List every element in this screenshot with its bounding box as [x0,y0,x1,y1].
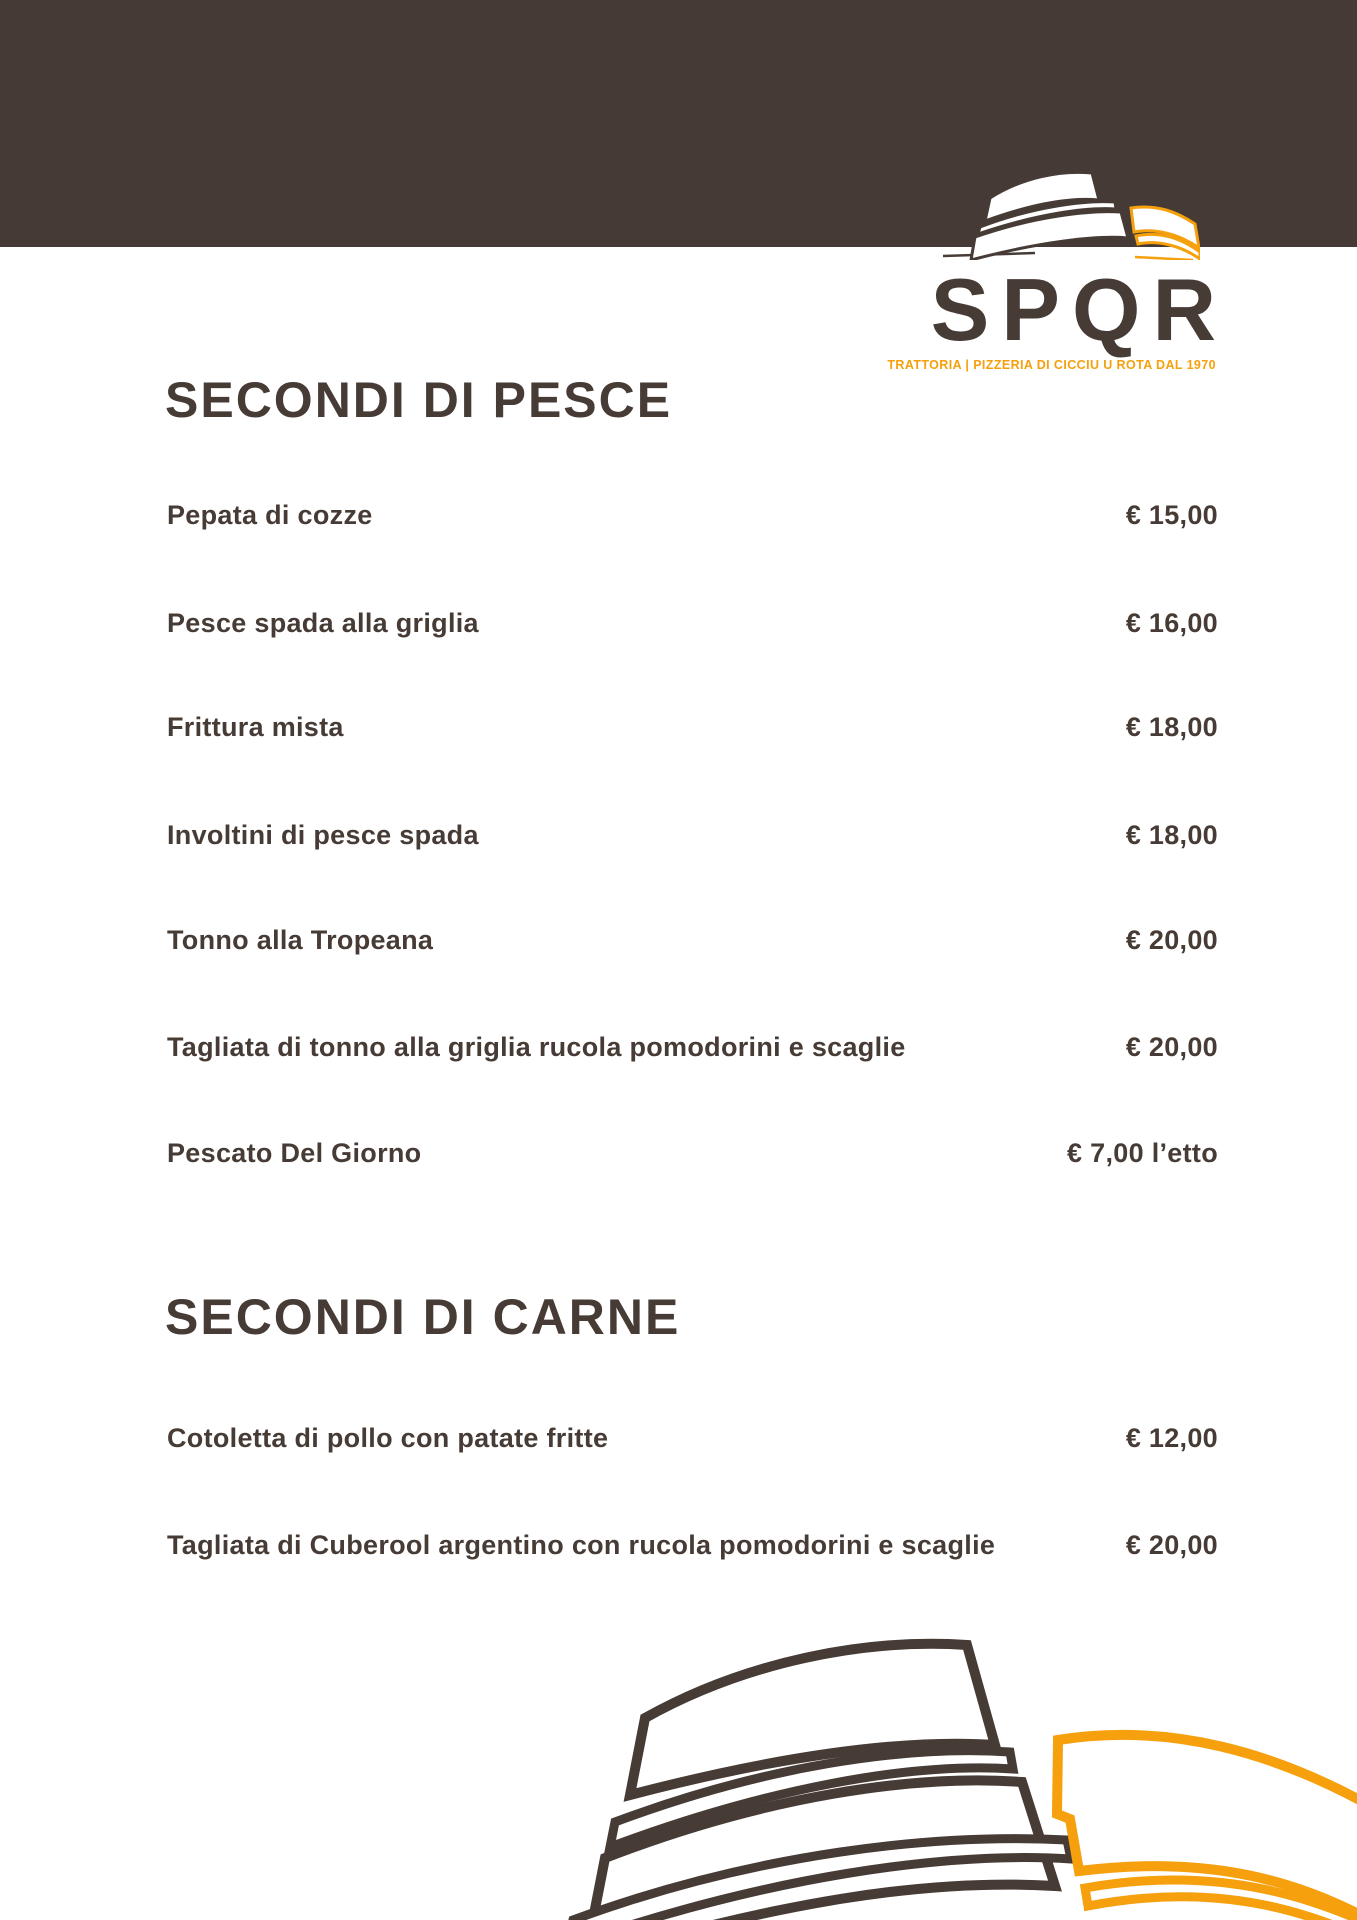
menu-item-row [167,710,1218,744]
menu-item-row [167,1136,1218,1170]
dish-name: Pescato Del Giorno [167,1138,422,1168]
menu-item-row [167,498,1218,532]
dish-price: € 20,00 [1125,1530,1218,1560]
menu-item-row [167,923,1218,957]
menu-item-row [167,1421,1218,1455]
menu-item-row [167,818,1218,852]
dish-name: Pepata di cozze [167,500,373,530]
dish-name: Cotoletta di pollo con patate fritte [167,1423,609,1453]
dish-name: Tagliata di tonno alla griglia rucola pomodorini e scaglie [167,1032,906,1062]
colosseum-icon-large [455,1628,1357,1920]
dish-price: € 15,00 [1125,500,1218,530]
dish-price: € 12,00 [1125,1423,1218,1453]
brand-name: SPQR [930,260,1228,359]
section-title-pesce: SECONDI DI PESCE [165,372,673,428]
dish-name: Involtini di pesce spada [167,820,479,850]
dish-name: Tonno alla Tropeana [167,925,434,955]
brand-logo [876,168,1228,372]
dish-price: € 18,00 [1125,712,1218,742]
menu-item-row [167,1528,1218,1562]
dish-price: € 7,00 l’etto [1067,1138,1218,1168]
dish-name: Tagliata di Cuberool argentino con rucola pomodorini e scaglie [167,1530,996,1560]
menu-item-row [167,1030,1218,1064]
dish-name: Frittura mista [167,712,344,742]
colosseum-icon [935,168,1200,260]
dish-price: € 20,00 [1125,1032,1218,1062]
brand-tagline: TRATTORIA | PIZZERIA DI CICCIU U ROTA DAL 1970 [887,358,1216,372]
dish-price: € 16,00 [1125,608,1218,638]
colosseum-footer-illustration [455,1628,1357,1920]
dish-price: € 20,00 [1125,925,1218,955]
section-title-carne: SECONDI DI CARNE [165,1289,681,1345]
dish-name: Pesce spada alla griglia [167,608,479,638]
menu-item-row [167,606,1218,640]
dish-price: € 18,00 [1125,820,1218,850]
